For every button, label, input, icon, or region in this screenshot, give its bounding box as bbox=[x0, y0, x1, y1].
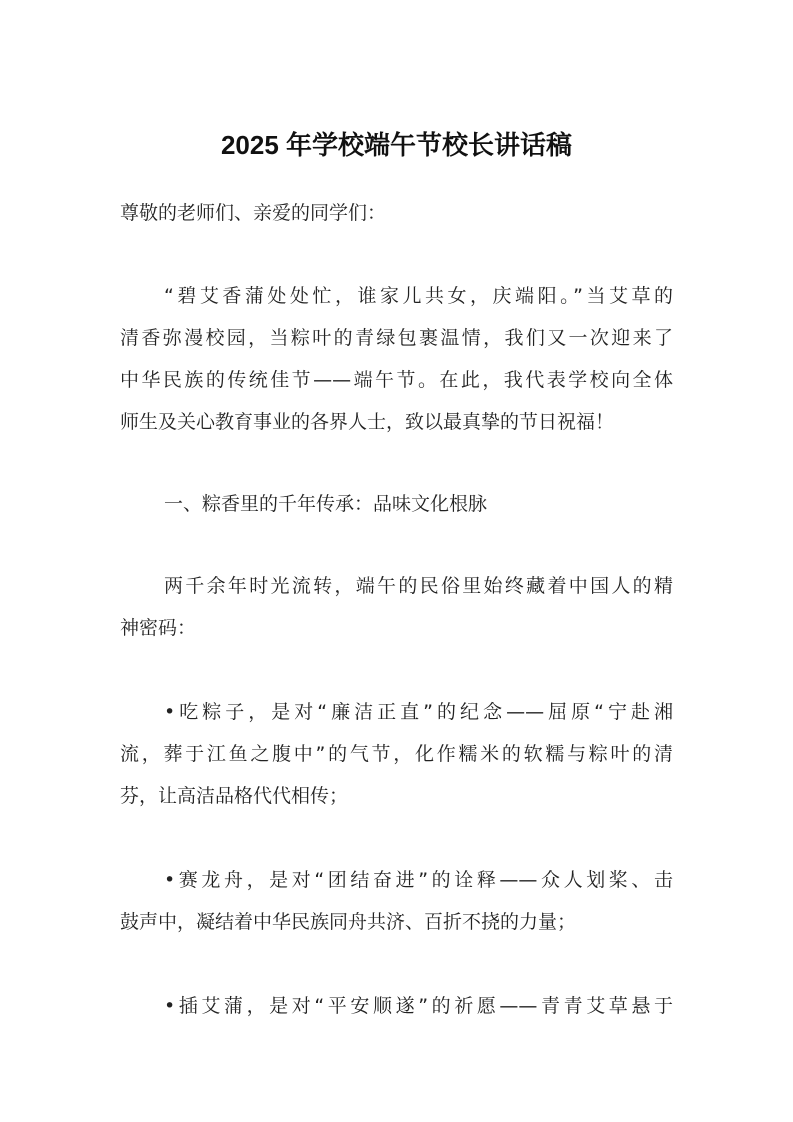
text-line: “碧艾香蒲处处忙，谁家儿共女，庆端阳。”当艾草的 bbox=[164, 285, 673, 307]
section-heading: 一、粽香里的千年传承：品味文化根脉 bbox=[164, 493, 488, 515]
text-line: •吃粽子，是对“廉洁正直”的纪念——屈原“宁赴湘 bbox=[164, 701, 673, 723]
greeting: 尊敬的老师们、亲爱的同学们： bbox=[120, 202, 387, 224]
document-title: 2025 年学校端午节校长讲话稿 bbox=[220, 130, 573, 160]
text-line: 流，葬于江鱼之腹中”的气节，化作糯米的软糯与粽叶的清 bbox=[120, 743, 673, 765]
text-line: 中华民族的传统佳节——端午节。在此，我代表学校向全体 bbox=[120, 369, 673, 391]
text-line: 芬，让高洁品格代代相传； bbox=[120, 785, 349, 807]
text-line: 鼓声中，凝结着中华民族同舟共济、百折不挠的力量； bbox=[120, 911, 577, 933]
text-line: 师生及关心教育事业的各界人士，致以最真挚的节日祝福！ bbox=[120, 411, 615, 433]
text-line: •插艾蒲，是对“平安顺遂”的祈愿——青青艾草悬于 bbox=[164, 995, 673, 1017]
text-line: 清香弥漫校园，当粽叶的青绿包裹温情，我们又一次迎来了 bbox=[120, 327, 673, 349]
text-line: 神密码： bbox=[120, 617, 197, 639]
text-line: •赛龙舟，是对“团结奋进”的诠释——众人划桨、击 bbox=[164, 869, 673, 891]
text-line: 两千余年时光流转，端午的民俗里始终藏着中国人的精 bbox=[164, 575, 673, 597]
